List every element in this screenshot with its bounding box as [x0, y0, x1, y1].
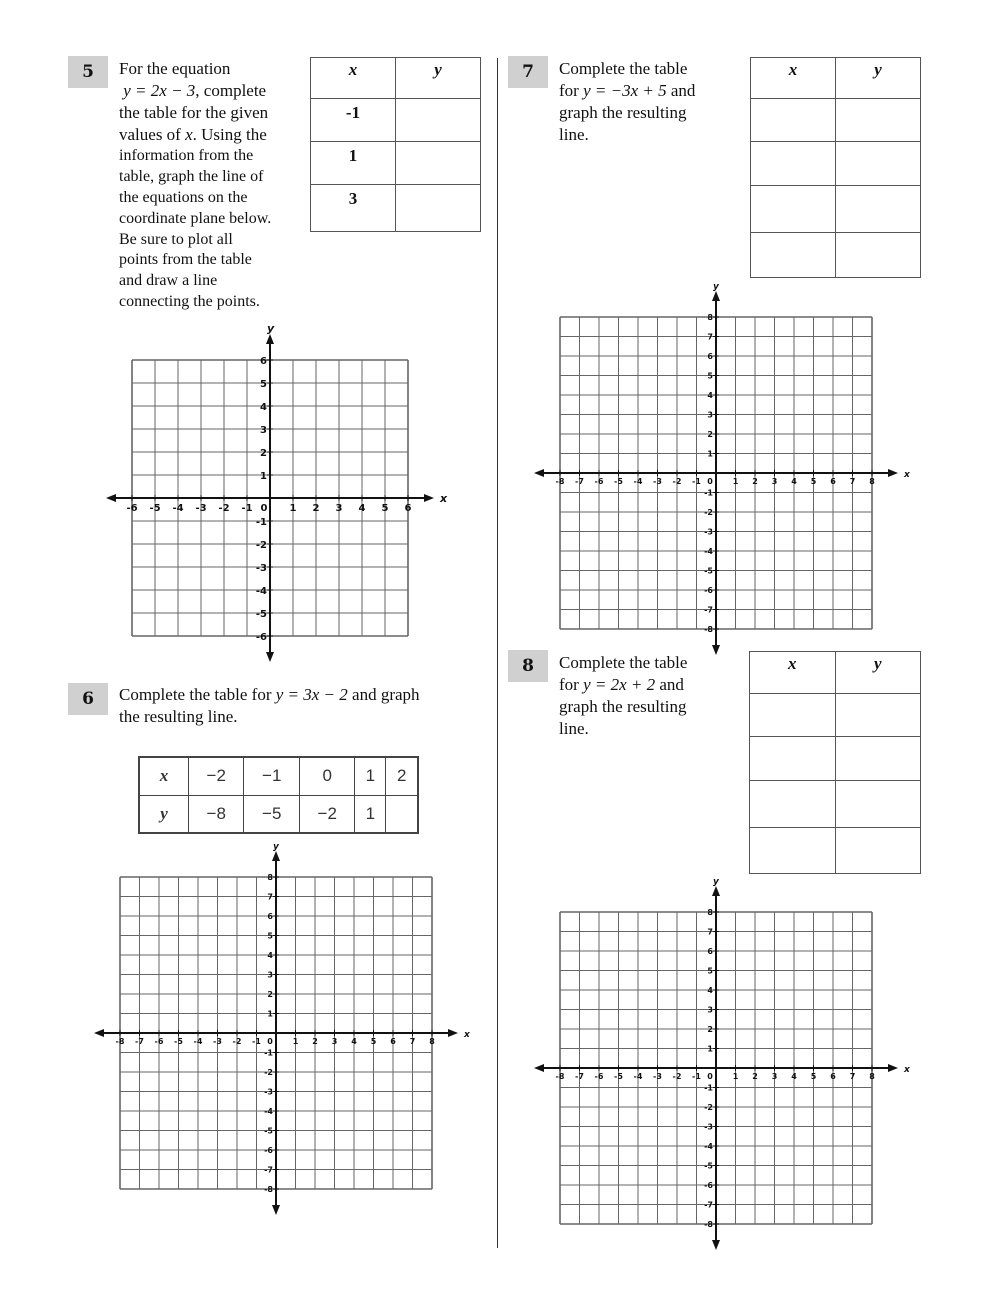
q5-coordinate-plane[interactable] [105, 318, 450, 663]
y-tick-label: -2 [704, 1103, 713, 1112]
x-tick-label: 5 [370, 1037, 377, 1046]
question-5-number: 5 [68, 56, 108, 88]
y-tick-label: 3 [267, 970, 273, 980]
y-tick-label: 3 [260, 425, 267, 436]
x-tick-label: -5 [174, 1037, 183, 1046]
x-tick-label: 0 [260, 503, 268, 514]
y-tick-label: -5 [264, 1126, 273, 1136]
q6-line1 [119, 684, 489, 706]
y-tick-label: 2 [707, 430, 713, 439]
x-axis-label: x [440, 492, 448, 505]
q5-line8: coordinate plane below. [119, 209, 272, 227]
x-tick-label: -4 [633, 1072, 643, 1081]
y-tick-label: 7 [707, 927, 713, 937]
q5-line2 [119, 80, 309, 102]
x-tick-label: 2 [752, 1072, 758, 1081]
y-tick-label: 2 [707, 1025, 713, 1034]
y-tick-label: 3 [707, 1005, 713, 1015]
x-tick-label: -3 [213, 1037, 222, 1046]
q5-line4-post: . Using the [192, 125, 267, 145]
q8-line4: line. [559, 719, 589, 739]
x-tick-label: 6 [390, 1037, 396, 1046]
q6-xy-table [138, 756, 419, 834]
x-tick-label: 0 [267, 1037, 273, 1046]
x-tick-label: 4 [791, 1072, 797, 1081]
x-tick-label: -5 [149, 503, 161, 514]
q7-line1: Complete the table [559, 59, 688, 78]
x-tick-label: -6 [154, 1037, 164, 1046]
x-axis-arrow-icon [888, 469, 898, 477]
q7-line2-post: and [666, 81, 696, 101]
x-axis-arrow-icon [448, 1029, 458, 1037]
x-tick-label: -4 [172, 503, 184, 514]
y-tick-label: 5 [260, 379, 267, 390]
question-7-text [559, 58, 739, 146]
y-tick-label: -3 [704, 527, 713, 537]
y-axis-arrow-icon [712, 291, 720, 301]
q8-line2-pre: for [559, 675, 584, 695]
y-tick-label: -3 [704, 1122, 713, 1132]
question-5-text [119, 58, 309, 313]
q6-y-cell: −2 [299, 795, 354, 833]
q5-equation: y = 2x − 3 [123, 81, 196, 101]
q8-line2 [559, 674, 739, 696]
q7-y-cell-input[interactable] [836, 99, 921, 142]
q5-line4-pre: values of [119, 125, 186, 145]
q8-header-y: y [835, 652, 921, 694]
q8-equation: y = 2x + 2 [583, 675, 656, 695]
x-axis-arrow-icon [534, 1064, 544, 1072]
q7-xy-table [750, 57, 921, 278]
y-tick-label: -6 [704, 586, 713, 595]
y-tick-label: -6 [264, 1146, 273, 1155]
q7-header-x: x [751, 58, 836, 99]
x-tick-label: 3 [331, 1037, 338, 1046]
y-axis-label: y [713, 282, 719, 292]
x-tick-label: -3 [653, 1072, 662, 1081]
y-tick-label: -2 [264, 1068, 273, 1077]
x-tick-label: -7 [135, 1037, 144, 1046]
x-tick-label: 5 [810, 1072, 817, 1081]
y-tick-label: -5 [704, 566, 713, 576]
y-axis-arrow-icon [712, 1240, 720, 1250]
q6-y-cell-input[interactable] [386, 795, 418, 833]
q7-y-cell-input[interactable] [836, 233, 921, 278]
x-tick-label: 1 [732, 1072, 739, 1081]
x-tick-label: -6 [594, 477, 604, 486]
q8-x-cell-input[interactable] [750, 694, 836, 737]
q5-x-cell: -1 [311, 99, 396, 142]
x-tick-label: -6 [126, 503, 138, 514]
question-7-number: 7 [508, 56, 548, 88]
x-tick-label: -1 [692, 477, 701, 486]
y-tick-label: 6 [707, 352, 713, 361]
q7-x-cell-input[interactable] [751, 233, 836, 278]
y-tick-label: 4 [707, 986, 713, 995]
x-tick-label: -5 [614, 477, 623, 486]
y-tick-label: 4 [267, 951, 273, 960]
question-6-text [119, 684, 489, 728]
x-tick-label: -3 [195, 503, 207, 514]
x-tick-label: 4 [351, 1037, 357, 1046]
y-tick-label: 7 [707, 332, 713, 342]
y-tick-label: -1 [255, 517, 267, 528]
y-tick-label: -7 [704, 1200, 713, 1210]
q6-x-cell: 1 [355, 757, 386, 795]
x-tick-label: 1 [289, 503, 297, 514]
question-8-number: 8 [508, 650, 548, 682]
q5-line1: For the equation [119, 59, 231, 78]
q6-x-cell: 0 [299, 757, 354, 795]
q6-row-x-label: x [139, 757, 189, 795]
q5-line9: Be sure to plot all [119, 230, 233, 248]
q6-x-cell: 2 [386, 757, 418, 795]
x-tick-label: -2 [218, 503, 230, 514]
x-tick-label: -8 [115, 1037, 125, 1046]
x-tick-label: -1 [692, 1072, 701, 1081]
x-axis-arrow-icon [424, 494, 434, 502]
q5-x-cell: 1 [311, 142, 396, 185]
y-tick-label: -2 [255, 540, 267, 551]
y-tick-label: -6 [704, 1181, 713, 1190]
y-tick-label: -7 [704, 605, 713, 615]
x-tick-label: 2 [312, 1037, 318, 1046]
q7-line3: graph the resulting [559, 103, 687, 123]
q5-line4-var: x [185, 125, 193, 145]
q8-y-cell-input[interactable] [835, 781, 921, 828]
x-tick-label: -7 [575, 1072, 584, 1081]
y-tick-label: -4 [704, 1142, 713, 1151]
y-tick-label: 5 [707, 371, 713, 381]
q8-coordinate-plane[interactable] [538, 877, 910, 1245]
q6-row-y-label: y [139, 795, 189, 833]
q6-x-cell: −2 [189, 757, 244, 795]
x-tick-label: 0 [707, 477, 713, 486]
q8-header-x: x [750, 652, 836, 694]
y-axis-label: y [273, 842, 279, 852]
x-axis-label: x [464, 1030, 470, 1040]
x-tick-label: -4 [193, 1037, 203, 1046]
y-tick-label: 5 [707, 966, 713, 976]
q6-coordinate-plane[interactable] [98, 842, 470, 1210]
y-tick-label: 6 [707, 947, 713, 956]
q5-line4 [119, 124, 309, 146]
x-tick-label: 6 [404, 503, 412, 514]
y-tick-label: -5 [704, 1161, 713, 1171]
x-tick-label: 0 [707, 1072, 713, 1081]
q5-line2-post: , complete [195, 81, 267, 101]
q6-line2: the resulting line. [119, 707, 238, 727]
q6-x-cell: −1 [244, 757, 299, 795]
q5-line3: the table for the given [119, 103, 269, 123]
y-tick-label: -3 [255, 563, 267, 574]
q7-line2-pre: for [559, 81, 584, 101]
x-tick-label: 1 [292, 1037, 299, 1046]
q8-line2-post: and [655, 675, 684, 695]
x-tick-label: -2 [672, 1072, 682, 1081]
q8-y-cell-input[interactable] [835, 737, 921, 781]
q7-x-cell-input[interactable] [751, 186, 836, 233]
q7-x-cell-input[interactable] [751, 142, 836, 186]
y-tick-label: 2 [260, 448, 267, 459]
x-tick-label: 4 [358, 503, 366, 514]
y-tick-label: 4 [707, 391, 713, 400]
q8-line1: Complete the table [559, 653, 688, 672]
q5-line10: points from the table [119, 251, 252, 269]
x-tick-label: 3 [771, 1072, 778, 1081]
y-tick-label: -8 [704, 625, 713, 634]
x-axis-label: x [904, 1065, 910, 1075]
q7-y-cell-input[interactable] [836, 186, 921, 233]
x-tick-label: 5 [810, 477, 817, 486]
y-tick-label: 1 [267, 1009, 273, 1019]
y-tick-label: 7 [267, 892, 273, 902]
q6-y-cell: −5 [244, 795, 299, 833]
q8-x-cell-input[interactable] [750, 737, 836, 781]
y-tick-label: 2 [267, 990, 273, 999]
x-tick-label: 4 [791, 477, 797, 486]
x-tick-label: 5 [381, 503, 389, 514]
q5-line11: and draw a line [119, 272, 218, 290]
y-axis-label: y [713, 877, 719, 887]
x-tick-label: 8 [869, 1072, 875, 1081]
x-axis-arrow-icon [106, 494, 116, 502]
q5-header-x: x [311, 58, 396, 99]
q5-line6: table, graph the line of [119, 168, 264, 186]
q5-line12: connecting the points. [119, 292, 260, 310]
y-tick-label: 1 [707, 449, 713, 459]
x-tick-label: -2 [672, 477, 682, 486]
y-tick-label: 5 [267, 931, 273, 941]
x-tick-label: -7 [575, 477, 584, 486]
y-tick-label: -2 [704, 508, 713, 517]
q7-equation: y = −3x + 5 [583, 81, 667, 101]
q8-xy-table [749, 651, 921, 874]
x-tick-label: 8 [869, 477, 875, 486]
q5-x-cell: 3 [311, 185, 396, 232]
q8-x-cell-input[interactable] [750, 828, 836, 874]
y-tick-label: 4 [260, 402, 267, 413]
x-tick-label: 2 [752, 477, 758, 486]
x-tick-label: 2 [312, 503, 320, 514]
y-axis-arrow-icon [272, 851, 280, 861]
q7-coordinate-plane[interactable] [538, 282, 910, 650]
y-tick-label: -8 [704, 1220, 713, 1229]
x-tick-label: 1 [732, 477, 739, 486]
x-tick-label: -1 [252, 1037, 261, 1046]
y-tick-label: -4 [264, 1107, 273, 1116]
x-tick-label: 3 [771, 477, 778, 486]
x-tick-label: -6 [594, 1072, 604, 1081]
y-tick-label: -1 [264, 1048, 273, 1058]
q5-header-y: y [396, 58, 481, 99]
q5-y-cell-input[interactable] [396, 185, 481, 232]
q8-line3: graph the resulting [559, 697, 687, 717]
y-axis-arrow-icon [272, 1205, 280, 1215]
y-tick-label: 1 [260, 471, 267, 482]
q7-line2 [559, 80, 739, 102]
q5-line7: the equations on the [119, 188, 248, 206]
x-tick-label: 6 [830, 477, 836, 486]
q5-y-cell-input[interactable] [396, 99, 481, 142]
y-tick-label: -7 [264, 1165, 273, 1175]
q8-y-cell-input[interactable] [835, 694, 921, 737]
q8-x-cell-input[interactable] [750, 781, 836, 828]
y-tick-label: 8 [267, 873, 273, 882]
x-tick-label: 3 [335, 503, 343, 514]
x-tick-label: 6 [830, 1072, 836, 1081]
y-axis-label: y [267, 322, 275, 335]
q7-line4: line. [559, 125, 589, 145]
y-tick-label: -5 [255, 609, 267, 620]
q5-y-cell-input[interactable] [396, 142, 481, 185]
x-axis-label: x [904, 470, 910, 480]
y-axis-arrow-icon [266, 334, 274, 344]
q6-line1-post: and graph [347, 685, 420, 704]
y-tick-label: -1 [704, 1083, 713, 1093]
x-tick-label: -8 [555, 1072, 565, 1081]
y-axis-arrow-icon [266, 652, 274, 662]
y-tick-label: 6 [267, 912, 273, 921]
y-tick-label: 1 [707, 1044, 713, 1054]
x-tick-label: -1 [241, 503, 253, 514]
x-tick-label: -2 [232, 1037, 242, 1046]
y-tick-label: -1 [704, 488, 713, 498]
y-tick-label: -4 [704, 547, 713, 556]
x-tick-label: 7 [409, 1037, 416, 1046]
q5-line5: information from the [119, 147, 254, 165]
x-tick-label: -8 [555, 477, 565, 486]
question-6-number: 6 [68, 683, 108, 715]
question-8-text [559, 652, 739, 740]
y-tick-label: -4 [255, 586, 267, 597]
y-tick-label: 8 [707, 908, 713, 917]
x-tick-label: -5 [614, 1072, 623, 1081]
x-tick-label: -4 [633, 477, 643, 486]
y-tick-label: -3 [264, 1087, 273, 1097]
x-axis-arrow-icon [888, 1064, 898, 1072]
x-axis-arrow-icon [534, 469, 544, 477]
y-tick-label: 8 [707, 313, 713, 322]
y-tick-label: -8 [264, 1185, 273, 1194]
q7-x-cell-input[interactable] [751, 99, 836, 142]
x-tick-label: -3 [653, 477, 662, 486]
q6-equation: y = 3x − 2 [275, 685, 348, 704]
y-tick-label: 3 [707, 410, 713, 420]
q7-header-y: y [836, 58, 921, 99]
q7-y-cell-input[interactable] [836, 142, 921, 186]
x-tick-label: 7 [849, 1072, 856, 1081]
y-axis-arrow-icon [712, 886, 720, 896]
y-tick-label: -6 [255, 632, 267, 643]
x-axis-arrow-icon [94, 1029, 104, 1037]
q6-line1-pre: Complete the table for [119, 685, 276, 704]
y-tick-label: 6 [260, 356, 267, 367]
q6-y-cell: 1 [355, 795, 386, 833]
q5-xy-table [310, 57, 481, 232]
x-tick-label: 7 [849, 477, 856, 486]
q6-y-cell: −8 [189, 795, 244, 833]
x-tick-label: 8 [429, 1037, 435, 1046]
q8-y-cell-input[interactable] [835, 828, 921, 874]
column-divider [497, 58, 498, 1248]
